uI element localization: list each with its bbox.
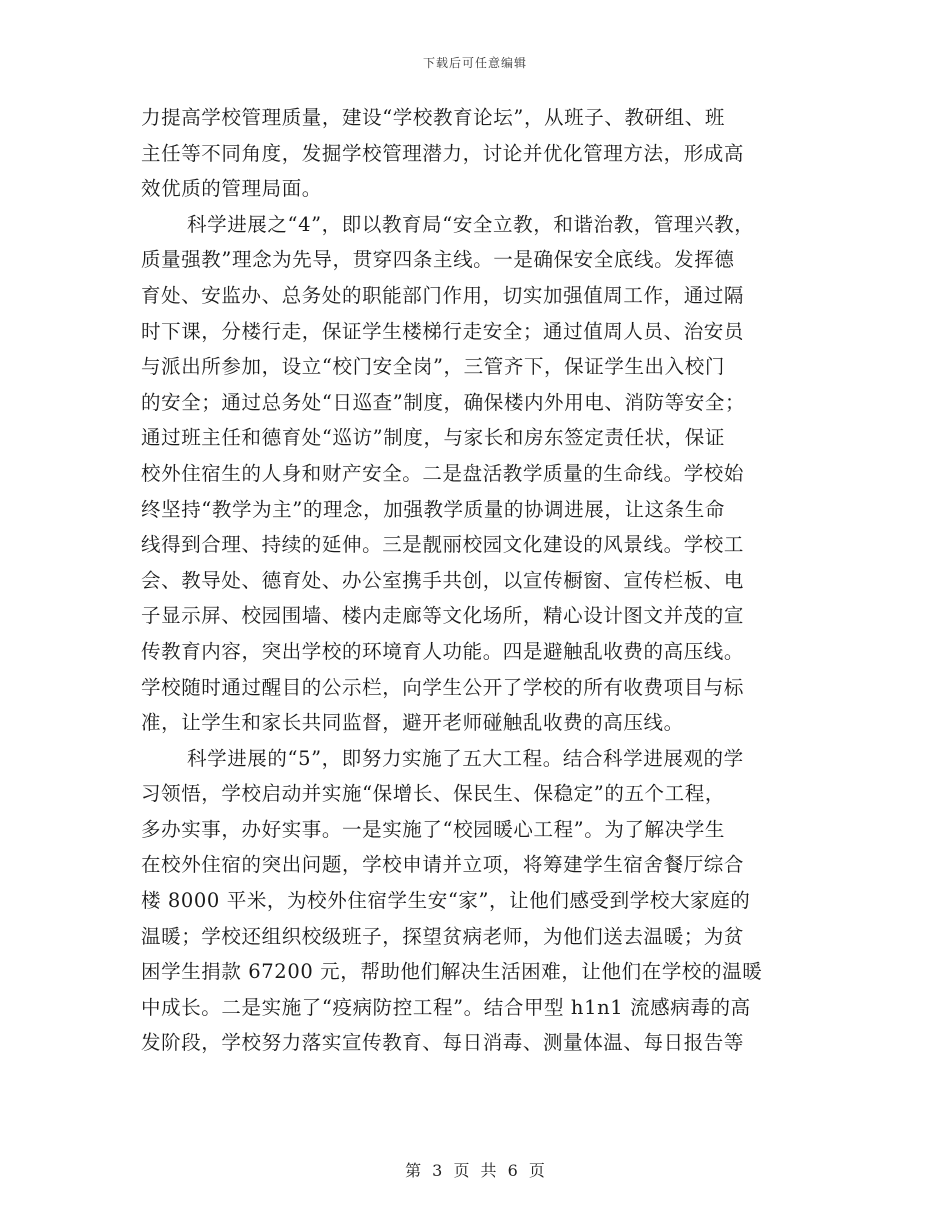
text-line: 习领悟，学校启动并实施“保增长、保民生、保稳定”的五个工程， (141, 782, 725, 806)
text-line: 时下课，分楼行走，保证学生楼梯行走安全；通过值周人员、治安员 (141, 319, 745, 343)
text-line: 发阶段，学校努力落实宣传教育、每日消毒、测量体温、每日报告等 (141, 1031, 745, 1055)
text-line: 的安全；通过总务处“日巡查”制度，确保楼内外用电、消防等安全； (141, 390, 746, 414)
text-line: 力提高学校管理质量，建设“学校教育论坛”，从班子、教研组、班 (141, 106, 725, 129)
page-footer: 第 3 页 共 6 页 (405, 1161, 545, 1180)
text-line: 楼 8000 平米，为校外住宿学生安“家”，让他们感受到学校大家庭的 (141, 889, 751, 913)
page-header: 下载后可任意编辑 (422, 56, 527, 70)
text-line: 与派出所参加，设立“校门安全岗”，三管齐下，保证学生出入校门 (141, 355, 725, 379)
text-line: 困学生捐款 67200 元，帮助他们解决生活困难，让他们在学校的温暖 (141, 960, 763, 984)
text-line: 多办实事，办好实事。一是实施了“校园暖心工程”。为了解决学生 (141, 817, 725, 841)
document-body (141, 100, 817, 1061)
text-line: 中成长。二是实施了“疫病防控工程”。结合甲型 h1n1 流感病毒的高 (141, 995, 751, 1019)
text-line: 通过班主任和德育处“巡访”制度，与家长和房东签定责任状，保证 (141, 426, 725, 450)
text-line: 育处、安监办、总务处的职能部门作用，切实加强值周工作，通过隔 (141, 283, 745, 307)
text-line: 终坚持“教学为主”的理念，加强教学质量的协调进展，让这条生命 (141, 497, 725, 521)
text-line: 主任等不同角度，发掘学校管理潜力，讨论并优化管理方法，形成高 (141, 141, 745, 165)
text-line: 科学进展之“4”，即以教育局“安全立教，和谐治教，管理兴教， (187, 212, 755, 236)
text-line: 线得到合理、持续的延伸。三是靓丽校园文化建设的风景线。学校工 (141, 533, 745, 557)
text-line: 学校随时通过醒目的公示栏，向学生公开了学校的所有收费项目与标 (141, 675, 745, 699)
text-line: 效优质的管理局面。 (141, 177, 322, 201)
text-line: 在校外住宿的突出问题，学校申请并立项，将筹建学生宿舍餐厅综合 (141, 853, 745, 877)
text-line: 温暖；学校还组织校级班子，探望贫病老师，为他们送去温暖；为贫 (141, 924, 745, 948)
text-line: 传教育内容，突出学校的环境育人功能。四是避触乱收费的高压线。 (141, 639, 745, 663)
text-line: 子显示屏、校园围墙、楼内走廊等文化场所，精心设计图文并茂的宣 (141, 604, 745, 628)
text-line: 科学进展的“5”，即努力实施了五大工程。结合科学进展观的学 (187, 746, 744, 770)
text-line: 校外住宿生的人身和财产安全。二是盘活教学质量的生命线。学校始 (141, 461, 745, 485)
text-line: 准，让学生和家长共同监督，避开老师碰触乱收费的高压线。 (141, 711, 684, 735)
text-line: 会、教导处、德育处、办公室携手共创，以宣传橱窗、宣传栏板、电 (141, 568, 745, 592)
text-line: 质量强教”理念为先导，贯穿四条主线。一是确保安全底线。发挥德 (141, 248, 735, 272)
